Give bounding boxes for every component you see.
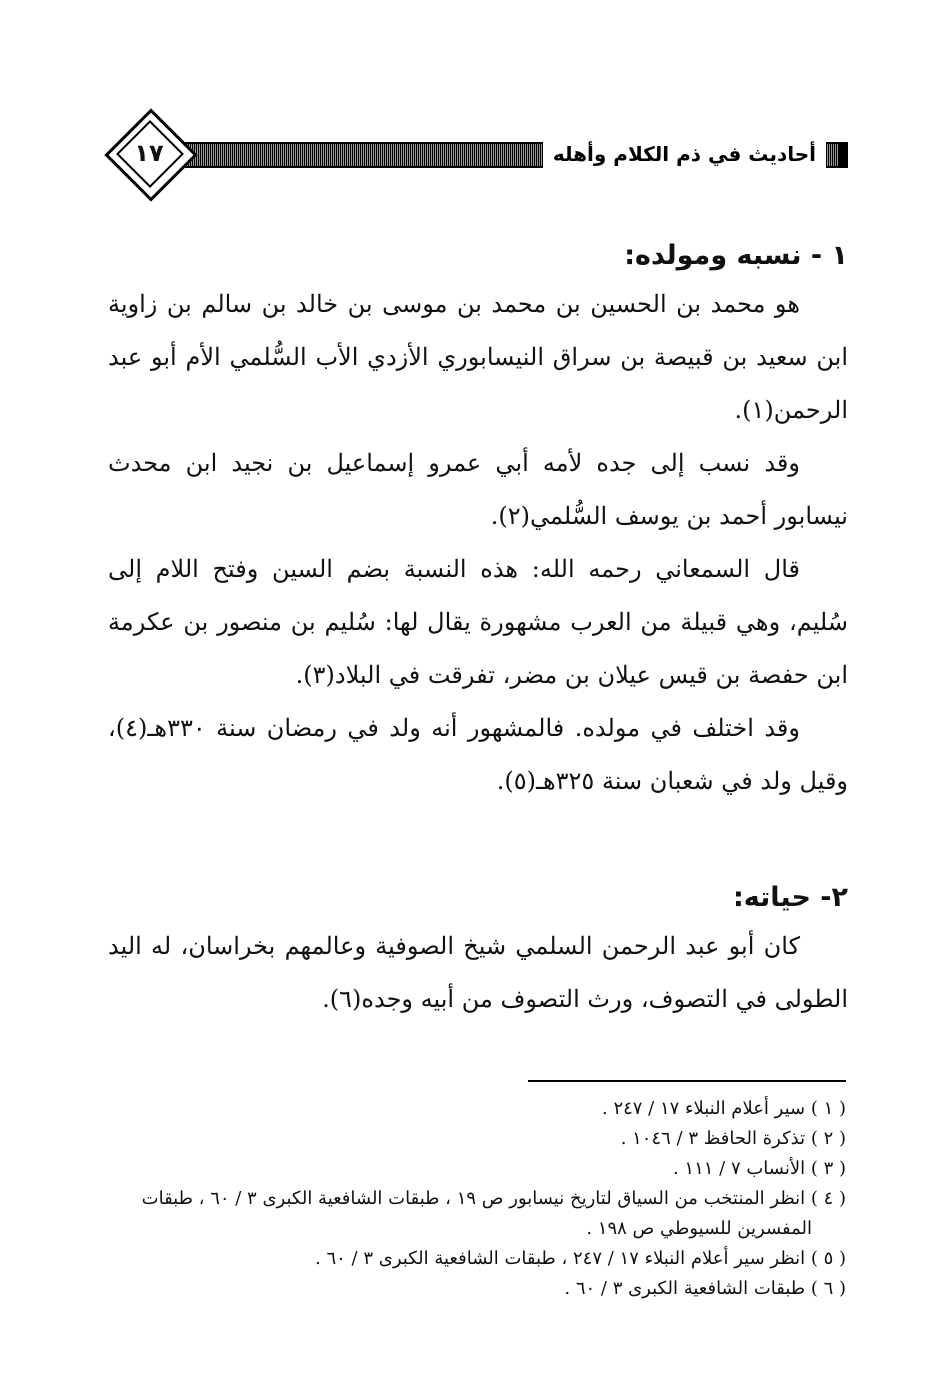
- page-number-badge: [106, 110, 192, 196]
- section-lineage: [108, 240, 848, 808]
- section-life: [108, 882, 848, 1026]
- footnote: ( ٤ ) انظر المنتخب من السياق لتاريخ نيسابور ص ١٩ ، طبقات الشافعية الكبرى ٣ / ٦٠ ، طبقات: [141, 1188, 846, 1209]
- footnote-continuation: المفسرين للسيوطي ص ١٩٨ .: [586, 1218, 812, 1239]
- page-number: ١٧: [134, 139, 164, 167]
- running-header: [100, 108, 848, 198]
- running-title: أحاديث في ذم الكلام وأهله: [552, 142, 816, 166]
- paragraph: وقد اختلف في مولده. فالمشهور أنه ولد في رمضان سنة ٣٣٠هـ(٤)، وقيل ولد في شعبان سنة ٣٢٥هـ(٥).: [108, 714, 848, 796]
- paragraph: وقد نسب إلى جده لأمه أبي عمرو إسماعيل بن نجيد ابن محدث نيسابور أحمد بن يوسف السُّلمي(٢).: [108, 449, 848, 531]
- paragraph: قال السمعاني رحمه الله: هذه النسبة بضم السين وفتح اللام إلى سُليم، وهي قبيلة من العرب مشهورة يقال لها: سُليم بن منصور بن عكرمة ابن حفصة بن قيس عيلان بن مضر، تفرقت في البلاد(٣).: [108, 555, 848, 690]
- section-heading: ١ - نسبه ومولده:: [624, 240, 848, 271]
- paragraph: هو محمد بن الحسين بن محمد بن موسى بن خالد بن سالم بن زاوية ابن سعيد بن قبيصة بن سراق النيسابوري الأزدي الأب السُّلمي الأم أبو عبد الرحمن(١).: [108, 290, 848, 425]
- header-bar-end: [838, 142, 848, 168]
- footnote: ( ٥ ) انظر سير أعلام النبلاء ١٧ / ٢٤٧ ، طبقات الشافعية الكبرى ٣ / ٦٠ .: [315, 1248, 846, 1269]
- footnote: ( ١ ) سير أعلام النبلاء ١٧ / ٢٤٧ .: [601, 1098, 846, 1119]
- section-heading: ٢- حياته:: [732, 882, 848, 913]
- footnote: ( ٢ ) تذكرة الحافظ ٣ / ١٠٤٦ .: [620, 1128, 846, 1149]
- running-title-box: [543, 136, 826, 172]
- footnotes: [110, 1094, 846, 1304]
- footnote: ( ٦ ) طبقات الشافعية الكبرى ٣ / ٦٠ .: [564, 1278, 846, 1299]
- footnote: ( ٣ ) الأنساب ٧ / ١١١ .: [672, 1158, 846, 1179]
- paragraph: كان أبو عبد الرحمن السلمي شيخ الصوفية وعالمهم بخراسان، له اليد الطولى في التصوف، ورث التصوف من أبيه وجده(٦).: [108, 932, 848, 1014]
- footnote-divider: [528, 1080, 846, 1082]
- section-body: [108, 920, 848, 1026]
- section-body: [108, 278, 848, 808]
